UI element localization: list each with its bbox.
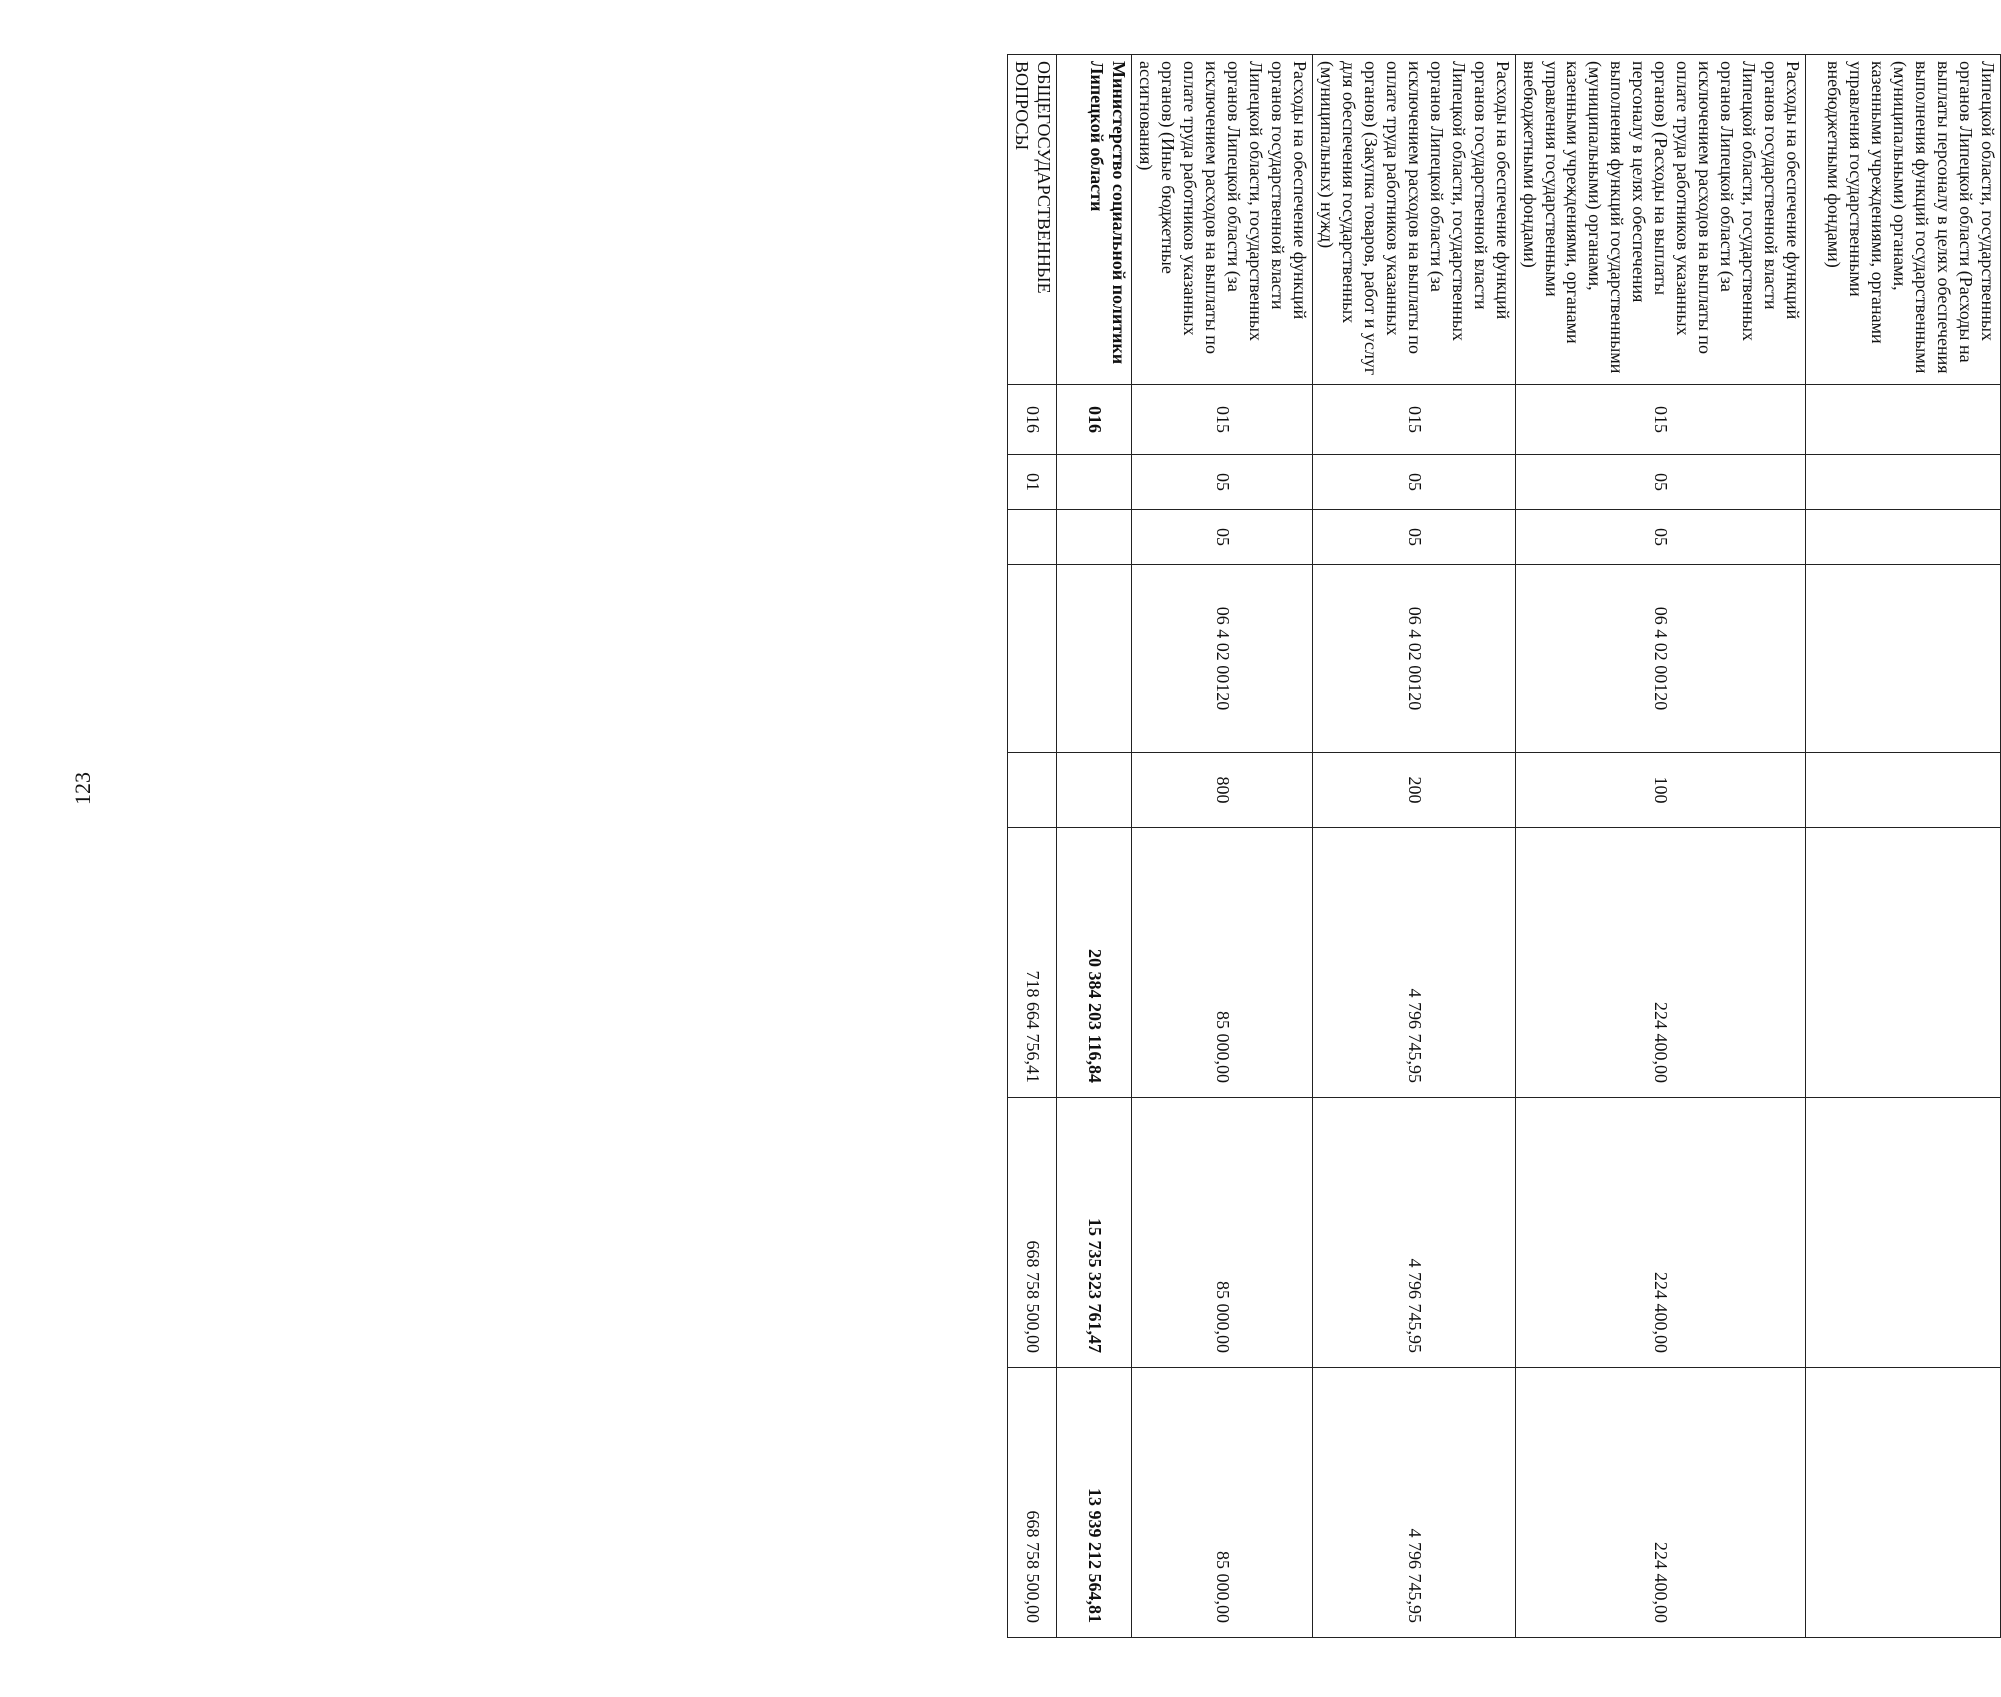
amount-year-2: 4 796 745,95 [1313, 1098, 1516, 1368]
amount-year-1: 224 400,00 [1515, 828, 1805, 1098]
section-code: 05 [1515, 455, 1805, 510]
grbs-code: 015 [1515, 385, 1805, 455]
target-item-code [1806, 565, 2001, 753]
amount-year-1 [1806, 828, 2001, 1098]
subsection-code: 05 [1313, 510, 1516, 565]
subsection-code [1806, 510, 2001, 565]
budget-table [1008, 54, 2001, 1638]
row-description: Министерство социальной политики Липецкой области [1057, 55, 1132, 385]
row-description: Расходы на обеспечение функций органов государственной власти Липецкой области, государственных органов Липецкой области (за исключением расходов на выплаты по оплате труда работников указанных органов) (Иные бюджетные ассигнования) [1132, 55, 1313, 385]
grbs-code: 015 [1132, 385, 1313, 455]
table-row [1806, 55, 2001, 1638]
amount-year-2 [1806, 1098, 2001, 1368]
section-code [1057, 455, 1132, 510]
expense-type-code: 800 [1132, 753, 1313, 828]
row-description: Липецкой области, государственных органов Липецкой области (Расходы на выплаты персоналу в целях обеспечения выполнения функций государственными (муниципальными) органами, казенными учреждениями, органами управления государственными внебюджетными фондами) [1806, 55, 2001, 385]
table-row [1515, 55, 1805, 1638]
grbs-code: 016 [1008, 385, 1057, 455]
expense-type-code [1008, 753, 1057, 828]
amount-year-1: 85 000,00 [1132, 828, 1313, 1098]
subsection-code: 05 [1132, 510, 1313, 565]
section-code [1806, 455, 2001, 510]
target-item-code: 06 4 02 00120 [1313, 565, 1516, 753]
amount-year-3: 4 796 745,95 [1313, 1368, 1516, 1638]
amount-year-3: 224 400,00 [1515, 1368, 1805, 1638]
amount-year-2: 15 735 323 761,47 [1057, 1098, 1132, 1368]
target-item-code [1057, 565, 1132, 753]
table-row [1313, 55, 1516, 1638]
expense-type-code [1057, 753, 1132, 828]
grbs-code: 015 [1313, 385, 1516, 455]
amount-year-3: 668 758 500,00 [1008, 1368, 1057, 1638]
amount-year-3: 85 000,00 [1132, 1368, 1313, 1638]
amount-year-1: 20 384 203 116,84 [1057, 828, 1132, 1098]
section-code: 05 [1132, 455, 1313, 510]
subsection-code [1008, 510, 1057, 565]
amount-year-3 [1806, 1368, 2001, 1638]
amount-year-2: 224 400,00 [1515, 1098, 1805, 1368]
table-row [1057, 55, 1132, 1638]
grbs-code: 016 [1057, 385, 1132, 455]
amount-year-1: 718 664 756,41 [1008, 828, 1057, 1098]
target-item-code [1008, 565, 1057, 753]
expense-type-code [1806, 753, 2001, 828]
amount-year-3: 13 939 212 564,81 [1057, 1368, 1132, 1638]
budget-table-sheet [1012, 54, 2001, 1637]
row-description: Расходы на обеспечение функций органов государственной власти Липецкой области, государственных органов Липецкой области (за исключением расходов на выплаты по оплате труда работников указанных органов) (Закупка товаров, работ и услуг для обеспечения государственных (муниципальных) нужд) [1313, 55, 1516, 385]
row-description: ОБЩЕГОСУДАРСТВЕННЫЕ ВОПРОСЫ [1008, 55, 1057, 385]
subsection-code [1057, 510, 1132, 565]
table-row [1132, 55, 1313, 1638]
section-code: 01 [1008, 455, 1057, 510]
subsection-code: 05 [1515, 510, 1805, 565]
expense-type-code: 200 [1313, 753, 1516, 828]
section-code: 05 [1313, 455, 1516, 510]
expense-type-code: 100 [1515, 753, 1805, 828]
table-row [1008, 55, 1057, 1638]
amount-year-1: 4 796 745,95 [1313, 828, 1516, 1098]
grbs-code [1806, 385, 2001, 455]
target-item-code: 06 4 02 00120 [1515, 565, 1805, 753]
page-number: 123 [70, 772, 95, 805]
amount-year-2: 668 758 500,00 [1008, 1098, 1057, 1368]
amount-year-2: 85 000,00 [1132, 1098, 1313, 1368]
row-description: Расходы на обеспечение функций органов государственной власти Липецкой области, государственных органов Липецкой области (за исключением расходов на выплаты по оплате труда работников указанных органов) (Расходы на выплаты персоналу в целях обеспечения выполнения функций государственными (муниципальными) органами, казенными учреждениями, органами управления государственными внебюджетными фондами) [1515, 55, 1805, 385]
target-item-code: 06 4 02 00120 [1132, 565, 1313, 753]
